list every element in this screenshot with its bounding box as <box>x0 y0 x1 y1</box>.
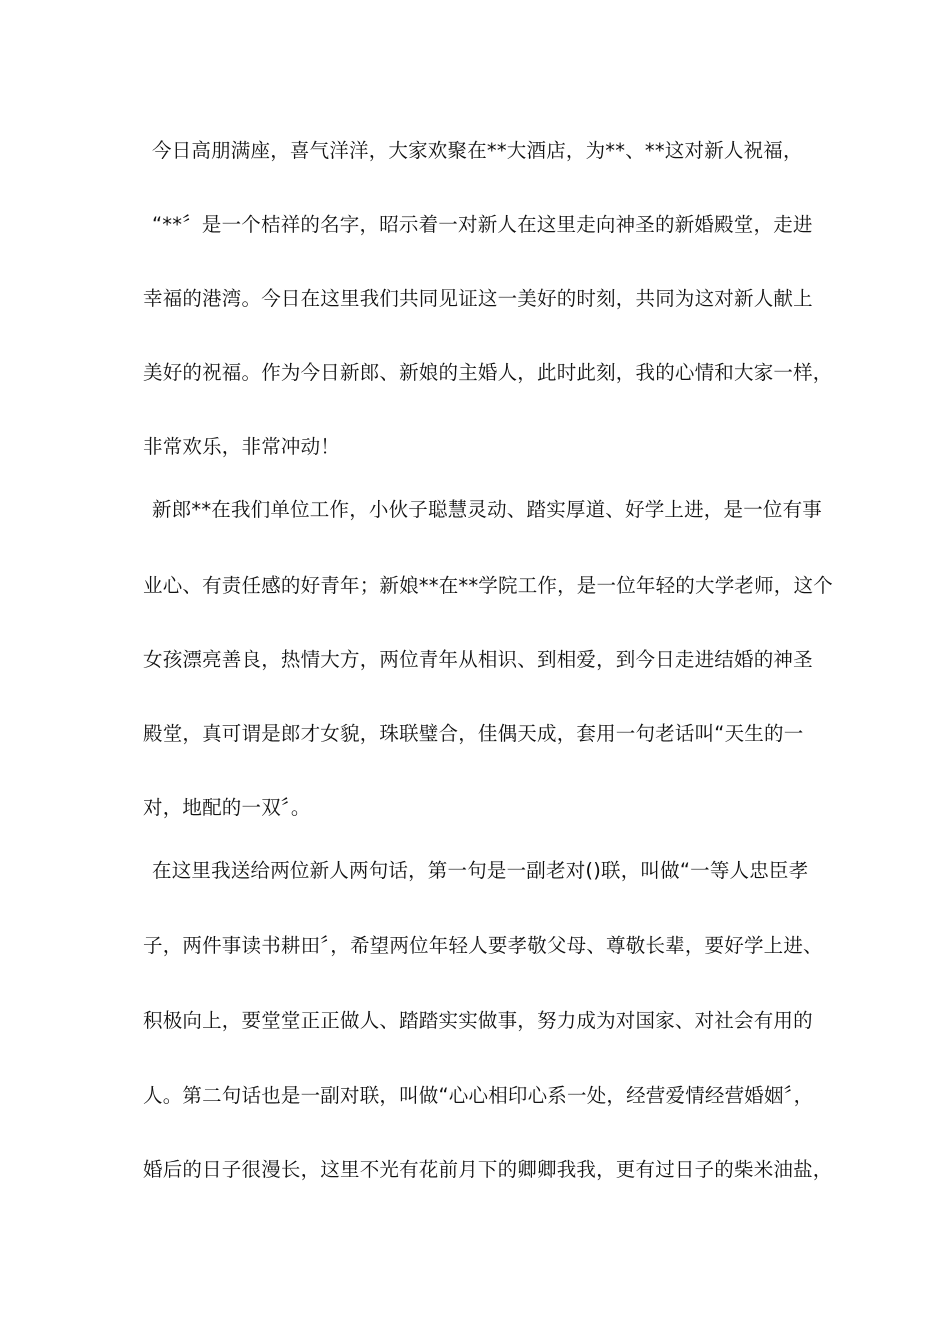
paragraph-2-line-5: 对，地配的一双〞。 <box>143 796 311 819</box>
paragraph-3-line-5: 婚后的日子很漫长，这里不光有花前月下的卿卿我我，更有过日子的柴米油盐， <box>143 1158 833 1181</box>
paragraph-1-line-4: 美好的祝福。作为今日新郎、新娘的主婚人，此时此刻，我的心情和大家一样， <box>143 361 833 384</box>
paragraph-3-line-1: 在这里我送给两位新人两句话，第一句是一副老对()联，叫做“一等人忠臣孝 <box>152 859 809 882</box>
paragraph-2-line-4: 殿堂，真可谓是郎才女貌，珠联璧合，佳偶天成，套用一句老话叫“天生的一 <box>143 722 804 745</box>
paragraph-2-line-3: 女孩漂亮善良，热情大方，两位青年从相识、到相爱，到今日走进结婚的神圣 <box>143 648 813 671</box>
paragraph-1-line-3: 幸福的港湾。今日在这里我们共同见证这一美好的时刻，共同为这对新人献上 <box>143 287 813 310</box>
paragraph-1-line-5: 非常欢乐，非常冲动！ <box>143 435 341 458</box>
paragraph-3-line-2: 子，两件事读书耕田〞，希望两位年轻人要孝敬父母、尊敬长辈，要好学上进、 <box>143 934 823 957</box>
paragraph-2-line-1: 新郎**在我们单位工作，小伙子聪慧灵动、踏实厚道、好学上进，是一位有事 <box>152 498 823 521</box>
paragraph-3-line-4: 人。第二句话也是一副对联，叫做“心心相印心系一处，经营爱情经营婚姻〞， <box>143 1084 814 1107</box>
paragraph-1-line-2: “**〞是一个桔祥的名字，昭示着一对新人在这里走向神圣的新婚殿堂，走进 <box>152 213 813 236</box>
paragraph-1-line-1: 今日高朋满座，喜气洋洋，大家欢聚在**大酒店，为**、**这对新人祝福， <box>152 139 803 162</box>
paragraph-3-line-3: 积极向上，要堂堂正正做人、踏踏实实做事，努力成为对国家、对社会有用的 <box>143 1009 813 1032</box>
paragraph-2-line-2: 业心、有责任感的好青年；新娘**在**学院工作，是一位年轻的大学老师，这个 <box>143 574 833 597</box>
